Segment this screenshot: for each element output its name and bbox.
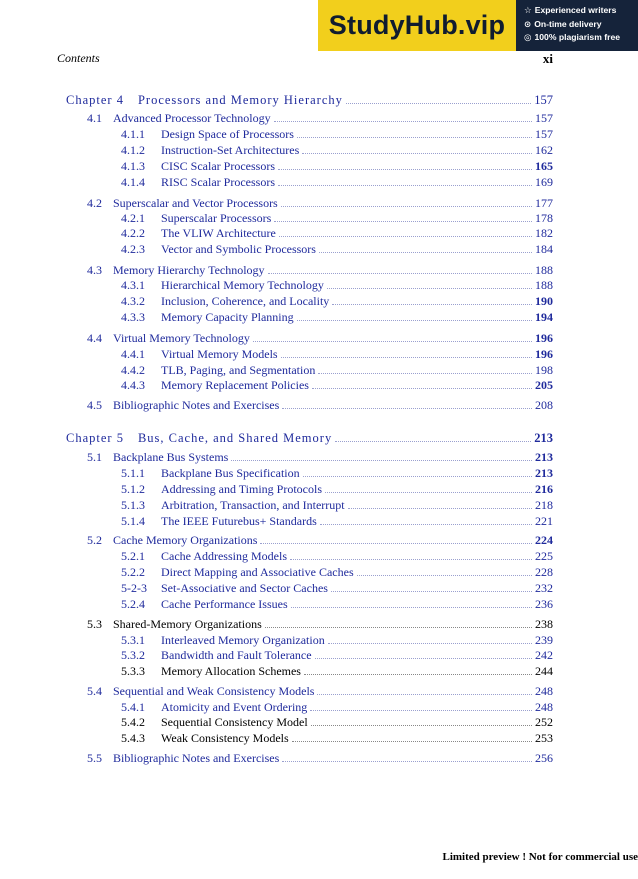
ad-feature: ☆ Experienced writers — [524, 5, 617, 15]
toc-entry-page: 188 — [535, 278, 553, 292]
toc-subsection-entry[interactable] — [121, 581, 553, 595]
toc-entry-title: Backplane Bus Systems — [113, 450, 229, 464]
dot-leader — [291, 607, 532, 608]
toc-entry-title: Weak Consistency Models — [161, 731, 289, 745]
toc-subsection-entry[interactable] — [121, 347, 553, 361]
toc-entry-page: 162 — [535, 143, 553, 157]
toc-entry-number: 4.1.2 — [121, 143, 145, 157]
toc-entry-title: TLB, Paging, and Segmentation — [161, 363, 316, 377]
toc-entry-title: Memory Capacity Planning — [161, 310, 294, 324]
dot-leader — [348, 508, 532, 509]
toc-entry-number: 5.5 — [87, 751, 102, 765]
toc-subsection-entry[interactable] — [121, 482, 553, 496]
dot-leader — [278, 185, 532, 186]
toc-entry-page: 238 — [535, 617, 553, 631]
toc-subsection-entry[interactable] — [121, 159, 553, 173]
toc-entry-page: 239 — [535, 633, 553, 647]
dot-leader — [282, 761, 532, 762]
toc-entry-title: Atomicity and Event Ordering — [161, 700, 308, 714]
toc-entry-title: Backplane Bus Specification — [161, 466, 300, 480]
dot-leader — [274, 221, 532, 222]
toc-subsection-entry[interactable] — [121, 226, 553, 240]
toc-entry-page: 157 — [535, 127, 553, 141]
toc-entry-number: 4.1.4 — [121, 175, 145, 189]
dot-leader — [320, 524, 532, 525]
toc-subsection-entry[interactable] — [121, 498, 553, 512]
dot-leader — [268, 273, 532, 274]
dot-leader — [281, 206, 532, 207]
toc-entry-page: 242 — [535, 648, 553, 662]
dot-leader — [346, 103, 531, 104]
dot-leader — [297, 137, 532, 138]
studyhub-logo[interactable]: StudyHub.vip — [318, 0, 516, 51]
toc-entry-number: 5.3.1 — [121, 633, 145, 647]
toc-entry-page: 165 — [535, 159, 553, 173]
toc-entry-page: 236 — [535, 597, 553, 611]
toc-entry-number: 5-2-3 — [121, 581, 147, 595]
toc-entry-page: 182 — [535, 226, 553, 240]
ad-feature: ◎ 100% plagiarism free — [524, 32, 621, 42]
toc-entry-number: Chapter 4 — [66, 93, 124, 107]
dot-leader — [315, 658, 532, 659]
toc-entry-number: 5.3 — [87, 617, 102, 631]
dot-leader — [331, 591, 532, 592]
toc-entry-page: 248 — [535, 700, 553, 714]
toc-entry-title: Interleaved Memory Organization — [161, 633, 325, 647]
toc-entry-number: 5.2.1 — [121, 549, 145, 563]
toc-entry-number: 4.2.2 — [121, 226, 145, 240]
dot-leader — [231, 460, 532, 461]
toc-entry-page: 190 — [535, 294, 553, 308]
toc-entry-number: 5.1 — [87, 450, 102, 464]
clock-icon: ⊙ — [524, 18, 532, 29]
star-icon: ☆ — [524, 5, 532, 15]
dot-leader — [265, 627, 532, 628]
toc-entry-number: 5.4.1 — [121, 700, 145, 714]
toc-subsection-entry[interactable] — [121, 597, 553, 611]
toc-entry-page: 221 — [535, 514, 553, 528]
toc-entry-number: 4.1 — [87, 111, 102, 125]
page-number: xi — [542, 51, 553, 66]
toc-section-entry[interactable] — [87, 111, 553, 125]
toc-subsection-entry[interactable] — [121, 700, 553, 714]
toc-entry-title: Direct Mapping and Associative Caches — [161, 565, 354, 579]
toc-entry-number: 5.4.2 — [121, 715, 145, 729]
toc-entry-page: 169 — [535, 175, 553, 189]
toc-entry-number: 4.5 — [87, 398, 102, 412]
toc-entry-title: Cache Performance Issues — [161, 597, 288, 611]
toc-entry-number: 5.1.4 — [121, 514, 145, 528]
toc-subsection-entry[interactable] — [121, 549, 553, 563]
toc-section-entry[interactable] — [87, 196, 553, 210]
toc-subsection-entry[interactable] — [121, 175, 553, 189]
toc-subsection-entry — [121, 715, 553, 729]
toc-entry-page: 184 — [535, 242, 553, 256]
dot-leader — [274, 121, 532, 122]
toc-entry-page: 194 — [535, 310, 553, 324]
dot-leader — [297, 320, 532, 321]
dot-leader — [302, 153, 532, 154]
toc-entry-page: 177 — [535, 196, 553, 210]
toc-entry-page: 224 — [535, 533, 553, 547]
toc-subsection-entry[interactable] — [121, 565, 553, 579]
running-header-title: Contents — [57, 51, 100, 65]
dot-leader — [281, 357, 532, 358]
toc-entry-title: Bandwidth and Fault Tolerance — [161, 648, 312, 662]
toc-entry-title: CISC Scalar Processors — [161, 159, 275, 173]
dot-leader — [332, 304, 532, 305]
badge-icon: ◎ — [524, 32, 532, 42]
toc-chapter-entry[interactable] — [66, 93, 553, 107]
toc-entry-title: Superscalar Processors — [161, 211, 272, 225]
toc-subsection-entry[interactable] — [121, 514, 553, 528]
toc-entry-page: 178 — [535, 211, 553, 225]
toc-entry-title: Virtual Memory Models — [161, 347, 278, 361]
toc-section-entry[interactable] — [87, 263, 553, 277]
toc-section-entry — [87, 617, 553, 631]
toc-entry-title: Cache Memory Organizations — [113, 533, 258, 547]
toc-entry-page: 218 — [535, 498, 553, 512]
dot-leader — [327, 288, 532, 289]
toc-entry-title: RISC Scalar Processors — [161, 175, 275, 189]
toc-subsection-entry — [121, 731, 553, 745]
toc-entry-number: 5.2 — [87, 533, 102, 547]
dot-leader — [328, 643, 532, 644]
toc-entry-page: 244 — [535, 664, 553, 678]
dot-leader — [317, 694, 532, 695]
toc-subsection-entry[interactable] — [121, 211, 553, 225]
toc-entry-page: 253 — [535, 731, 553, 745]
toc-subsection-entry[interactable] — [121, 363, 553, 377]
toc-entry-page: 205 — [535, 378, 553, 392]
toc-entry-title: Shared-Memory Organizations — [113, 617, 262, 631]
toc-entry-page: 157 — [534, 93, 553, 107]
dot-leader — [260, 543, 532, 544]
dot-leader — [325, 492, 532, 493]
toc-entry-page: 248 — [535, 684, 553, 698]
toc-entry-page: 213 — [534, 431, 553, 445]
toc-entry-number: 4.4.2 — [121, 363, 145, 377]
toc-entry-number: 4.2.1 — [121, 211, 145, 225]
toc-entry-title: Advanced Processor Technology — [113, 111, 271, 125]
toc-subsection-entry[interactable] — [121, 310, 553, 324]
toc-entry-number: 4.1.1 — [121, 127, 145, 141]
toc-entry-number: 4.4.1 — [121, 347, 145, 361]
toc-entry-number: 4.3.2 — [121, 294, 145, 308]
toc-entry-page: 196 — [535, 331, 553, 345]
toc-section-entry[interactable] — [87, 398, 553, 412]
toc-entry-title: Vector and Symbolic Processors — [161, 242, 316, 256]
toc-entry-number: 4.2 — [87, 196, 102, 210]
toc-entry-title: Memory Replacement Policies — [161, 378, 309, 392]
dot-leader — [318, 373, 532, 374]
toc-section-entry[interactable] — [87, 450, 553, 464]
toc-entry-number: 5.2.4 — [121, 597, 145, 611]
toc-entry-number: 4.2.3 — [121, 242, 145, 256]
toc-entry-title: Design Space of Processors — [161, 127, 294, 141]
dot-leader — [319, 252, 532, 253]
limited-preview-notice: Limited preview ! Not for commercial use — [442, 851, 638, 863]
toc-subsection-entry[interactable] — [121, 648, 553, 662]
toc-section-entry[interactable] — [87, 331, 553, 345]
dot-leader — [335, 441, 531, 442]
toc-entry-title: Addressing and Timing Protocols — [161, 482, 323, 496]
toc-entry-title: Memory Hierarchy Technology — [113, 263, 265, 277]
toc-entry-page: 225 — [535, 549, 553, 563]
toc-entry-title: The IEEE Futurebus+ Standards — [161, 514, 317, 528]
toc-entry-title: Hierarchical Memory Technology — [161, 278, 324, 292]
toc-subsection-entry[interactable] — [121, 378, 553, 392]
toc-entry-title: Cache Addressing Models — [161, 549, 287, 563]
toc-section-entry[interactable] — [87, 751, 553, 765]
toc-entry-title: Instruction-Set Architectures — [161, 143, 300, 157]
dot-leader — [282, 408, 532, 409]
toc-entry-page: 256 — [535, 751, 553, 765]
toc-entry-title: Bibliographic Notes and Exercises — [113, 751, 280, 765]
toc-subsection-entry[interactable] — [121, 633, 553, 647]
dot-leader — [304, 674, 532, 675]
toc-entry-number: Chapter 5 — [66, 431, 124, 445]
toc-entry-title: The VLIW Architecture — [161, 226, 276, 240]
toc-entry-number: 4.3.1 — [121, 278, 145, 292]
toc-section-entry[interactable] — [87, 684, 553, 698]
dot-leader — [303, 476, 532, 477]
toc-entry-number: 5.3.3 — [121, 664, 145, 678]
toc-entry-page: 198 — [535, 363, 553, 377]
toc-entry-title: Inclusion, Coherence, and Locality — [161, 294, 330, 308]
toc-subsection-entry — [121, 664, 553, 678]
toc-subsection-entry[interactable] — [121, 242, 553, 256]
toc-entry-page: 213 — [535, 466, 553, 480]
toc-section-entry[interactable] — [87, 533, 553, 547]
toc-entry-number: 4.1.3 — [121, 159, 145, 173]
toc-entry-title: Sequential and Weak Consistency Models — [113, 684, 315, 698]
toc-entry-number: 5.1.2 — [121, 482, 145, 496]
toc-subsection-entry[interactable] — [121, 466, 553, 480]
dot-leader — [279, 236, 532, 237]
toc-entry-page: 216 — [535, 482, 553, 496]
toc-chapter-entry[interactable] — [66, 431, 553, 445]
toc-entry-title: Processors and Memory Hierarchy — [137, 93, 343, 107]
toc-subsection-entry[interactable] — [121, 143, 553, 157]
toc-entry-number: 4.4 — [87, 331, 102, 345]
toc-entry-page: 232 — [535, 581, 553, 595]
toc-entry-number: 4.3.3 — [121, 310, 145, 324]
toc-entry-number: 5.1.3 — [121, 498, 145, 512]
toc-entry-number: 5.1.1 — [121, 466, 145, 480]
dot-leader — [312, 388, 532, 389]
toc-subsection-entry[interactable] — [121, 294, 553, 308]
toc-entry-page: 208 — [535, 398, 553, 412]
toc-entry-title: Bibliographic Notes and Exercises — [113, 398, 280, 412]
toc-entry-page: 157 — [535, 111, 553, 125]
toc-subsection-entry[interactable] — [121, 278, 553, 292]
ad-feature: ⊙ On-time delivery — [524, 18, 602, 29]
dot-leader — [292, 741, 532, 742]
toc-entry-number: 4.3 — [87, 263, 102, 277]
toc-entry-page: 196 — [535, 347, 553, 361]
toc-entry-title: Set-Associative and Sector Caches — [161, 581, 328, 595]
dot-leader — [290, 559, 532, 560]
dot-leader — [278, 169, 532, 170]
toc-subsection-entry[interactable] — [121, 127, 553, 141]
toc-entry-title: Arbitration, Transaction, and Interrupt — [161, 498, 345, 512]
toc-entry-title: Virtual Memory Technology — [113, 331, 250, 345]
toc-entry-title: Bus, Cache, and Shared Memory — [137, 431, 333, 445]
dot-leader — [311, 725, 532, 726]
dot-leader — [357, 575, 532, 576]
toc-entry-page: 188 — [535, 263, 553, 277]
toc-entry-page: 252 — [535, 715, 553, 729]
toc-entry-number: 5.2.2 — [121, 565, 145, 579]
toc-entry-number: 5.4 — [87, 684, 102, 698]
toc-entry-number: 5.3.2 — [121, 648, 145, 662]
toc-entry-title: Sequential Consistency Model — [161, 715, 308, 729]
toc-entry-title: Superscalar and Vector Processors — [113, 196, 278, 210]
toc-entry-number: 4.4.3 — [121, 378, 145, 392]
toc-entry-page: 228 — [535, 565, 553, 579]
dot-leader — [253, 341, 532, 342]
dot-leader — [310, 710, 532, 711]
toc-entry-page: 213 — [535, 450, 553, 464]
toc-entry-title: Memory Allocation Schemes — [161, 664, 301, 678]
toc-entry-number: 5.4.3 — [121, 731, 145, 745]
